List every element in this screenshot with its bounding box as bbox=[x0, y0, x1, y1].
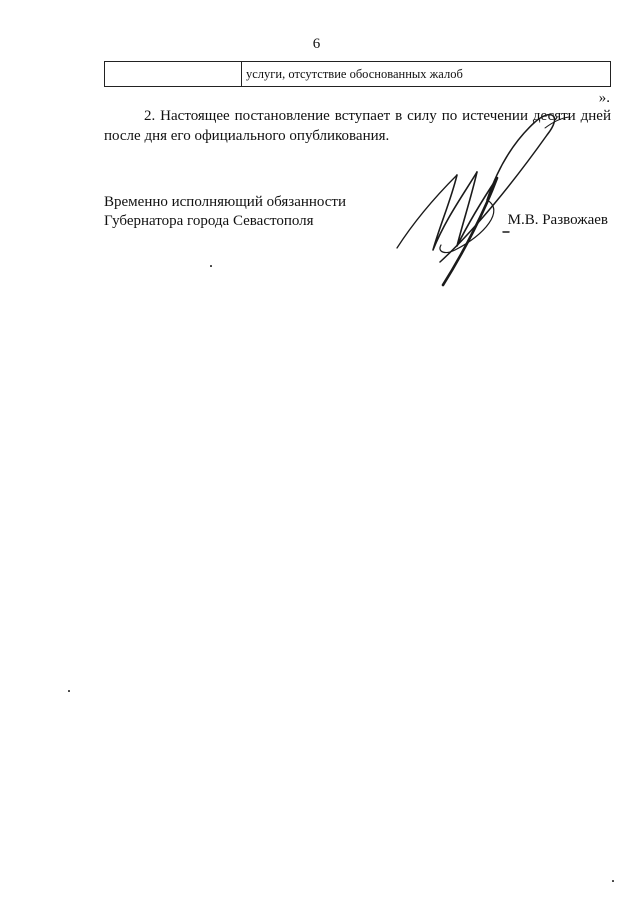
table-cell-right: услуги, отсутствие обоснованных жалоб bbox=[246, 67, 463, 81]
signer-title-line2: Губернатора города Севастополя bbox=[104, 213, 314, 229]
paragraph-effective-date: 2. Настоящее постановление вступает в силу по истечении десяти дней после дня его официального опубликования. bbox=[104, 108, 611, 144]
scan-speck bbox=[68, 690, 70, 692]
page-number: 6 bbox=[312, 36, 321, 52]
signer-name: М.В. Развожаев bbox=[507, 212, 608, 228]
closing-quote: ». bbox=[598, 90, 610, 106]
signer-title-line1: Временно исполняющий обязанности bbox=[104, 194, 347, 210]
table bbox=[104, 61, 611, 87]
table-cell-left bbox=[105, 62, 242, 86]
handwritten-signature bbox=[385, 100, 585, 295]
scan-speck bbox=[210, 265, 212, 267]
scan-speck bbox=[612, 880, 614, 882]
signer-title bbox=[104, 193, 346, 231]
